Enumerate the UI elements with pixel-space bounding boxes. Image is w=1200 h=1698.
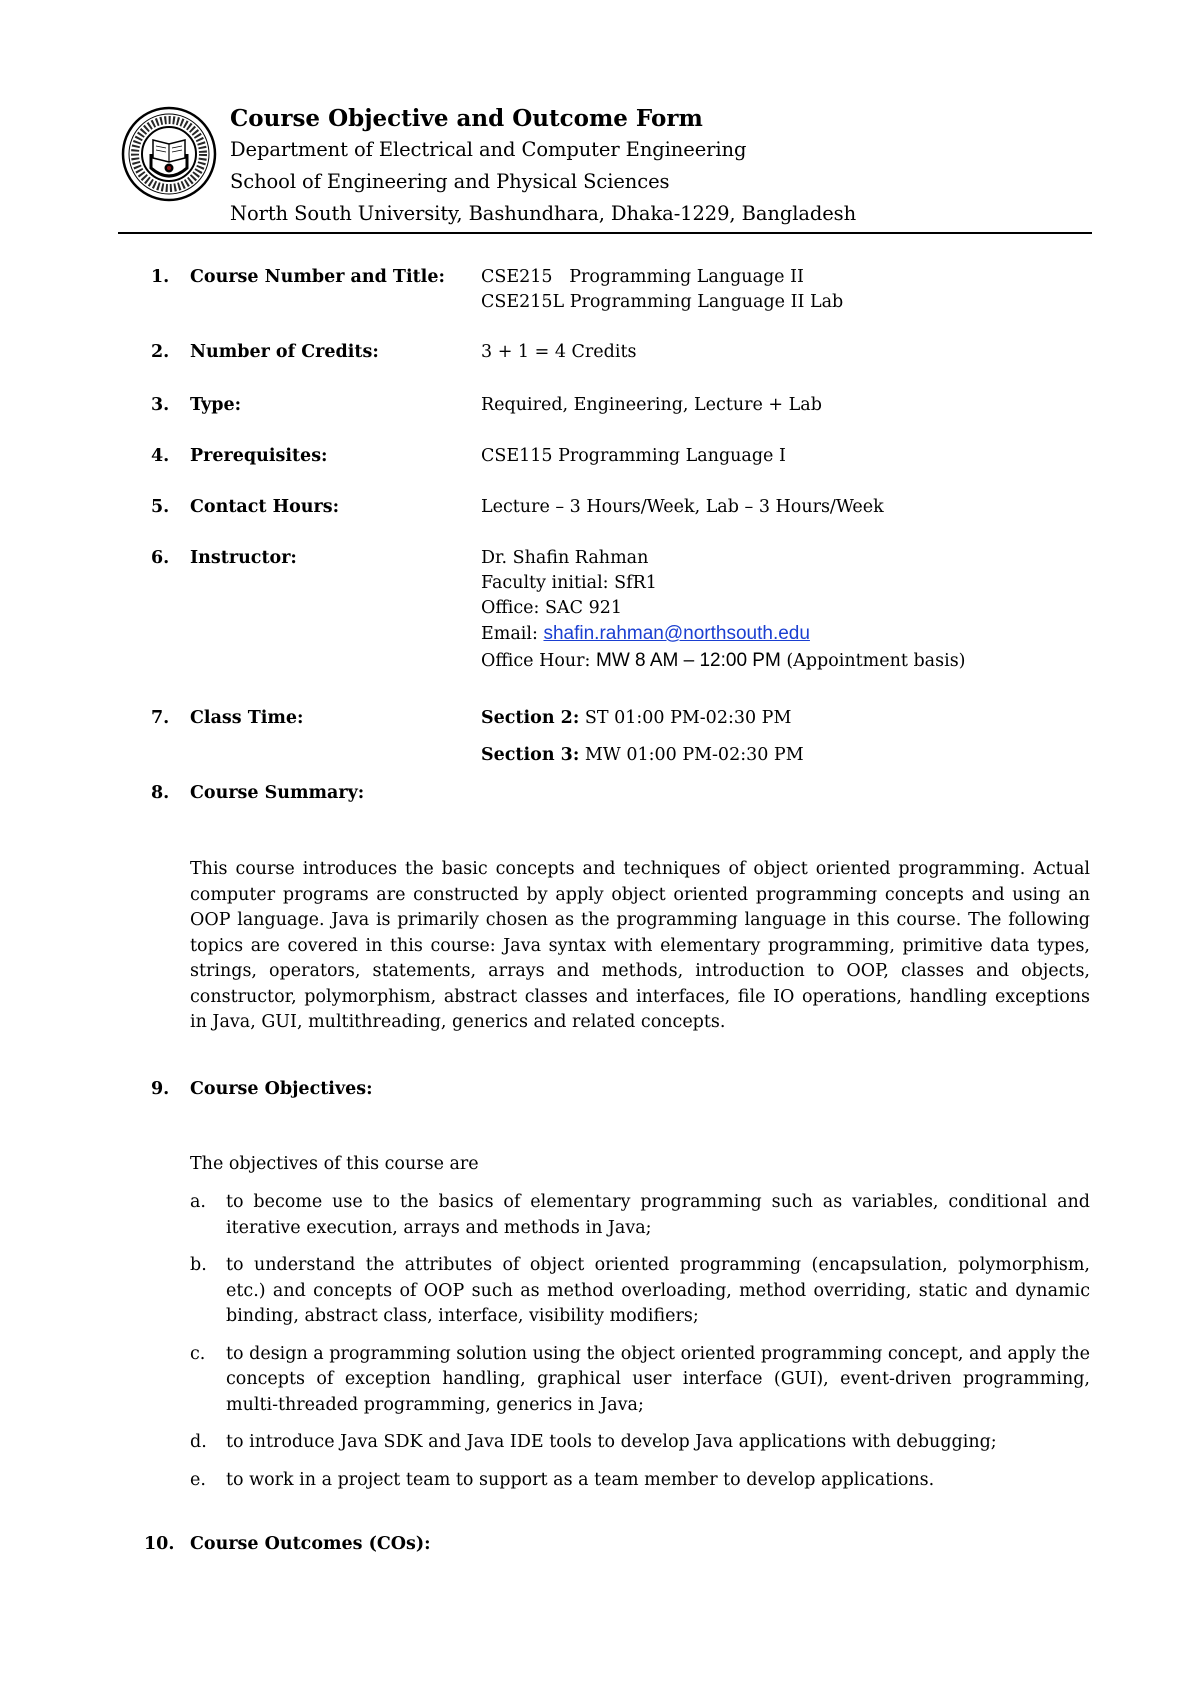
school-line: School of Engineering and Physical Sciences: [230, 170, 670, 193]
type-value: Required, Engineering, Lecture + Lab: [481, 395, 822, 415]
item-label: Course Summary:: [190, 783, 365, 803]
prerequisites-value: CSE115 Programming Language I: [481, 446, 786, 466]
list-item-letter: a.: [190, 1192, 206, 1212]
section-label: Section 2:: [481, 708, 580, 728]
instructor-name: Dr. Shafin Rahman: [481, 548, 649, 568]
course-summary-paragraph: [190, 857, 1090, 1036]
objectives-list: [190, 1190, 1090, 1505]
list-item: [190, 1430, 1090, 1456]
office-hour-line: [481, 648, 1101, 673]
item-number: 2.: [151, 342, 170, 362]
list-item: [190, 1253, 1090, 1330]
email-link[interactable]: shafin.rahman@northsouth.edu: [543, 623, 810, 644]
list-item: [190, 1468, 1090, 1494]
header-text-block: [230, 104, 1090, 230]
email-line: [481, 621, 1101, 646]
item-value: [481, 495, 1101, 520]
item-value: [481, 340, 1101, 365]
university-seal-icon: [121, 106, 217, 202]
item-label: Class Time:: [190, 708, 304, 728]
item-number: 8.: [151, 783, 170, 803]
form-title: Course Objective and Outcome Form: [230, 105, 703, 132]
item-value: [481, 546, 1101, 673]
course-title-theory: CSE215 Programming Language II: [481, 267, 804, 287]
item-number: 10.: [144, 1534, 175, 1554]
item-label: Number of Credits:: [190, 342, 379, 362]
list-item-text: to become use to the basics of elementary programming such as variables, conditional and iterative execution, arrays and methods in Java;: [226, 1192, 1090, 1238]
item-number: 7.: [151, 708, 170, 728]
item-value: [481, 444, 1101, 469]
item-number: 1.: [151, 267, 170, 287]
section-time: MW 01:00 PM-02:30 PM: [579, 745, 804, 765]
list-item-letter: c.: [190, 1343, 206, 1364]
section-2-time: [481, 706, 1101, 743]
course-summary-text: This course introduces the basic concepts and techniques of object oriented programming. Actual computer programs are constructed by apply object oriented programming concepts and using an OOP language. Java is primarily chosen as the programming language in this course. The following topics are covered in this course: Java syntax with elementary programming, primitive data types, strings, operators, statements, arrays and methods, introduction to OOP, classes and objects, constructor, polymorphism, abstract classes and interfaces, file IO operations, handling exceptions in Java, GUI, multithreading, generics and related concepts.: [190, 859, 1090, 1032]
item-label: Contact Hours:: [190, 497, 340, 517]
objectives-intro-text: The objectives of this course are: [190, 1154, 479, 1174]
objectives-intro: [190, 1152, 1090, 1178]
section-3-time: [481, 743, 1101, 768]
office-hour-note: (Appointment basis): [780, 651, 966, 671]
university-address-line: North South University, Bashundhara, Dhaka-1229, Bangladesh: [230, 202, 857, 225]
faculty-initial: Faculty initial: SfR1: [481, 573, 657, 593]
course-title-lab: CSE215L Programming Language II Lab: [481, 292, 844, 312]
list-item-letter: b.: [190, 1255, 207, 1275]
list-item-letter: d.: [190, 1432, 207, 1452]
list-item: [190, 1190, 1090, 1241]
list-item-text: to understand the attributes of object oriented programming (encapsulation, polymorphism, etc.) and concepts of OOP such as method overloading, method overriding, static and dynamic binding, abstract class, interface, visibility modifiers;: [226, 1255, 1090, 1326]
list-item-text: to work in a project team to support as a team member to develop applications.: [226, 1469, 935, 1490]
credits-value: 3 + 1 = 4 Credits: [481, 342, 637, 362]
contact-hours-value: Lecture – 3 Hours/Week, Lab – 3 Hours/Week: [481, 497, 884, 517]
item-label: Instructor:: [190, 548, 297, 568]
list-item-letter: e.: [190, 1469, 206, 1490]
item-number: 4.: [151, 446, 170, 466]
item-value: [481, 393, 1101, 418]
office-location: Office: SAC 921: [481, 598, 622, 618]
item-value: [481, 265, 1101, 315]
form-header: [118, 104, 1098, 232]
item-label: Course Outcomes (COs):: [190, 1534, 431, 1554]
department-line: Department of Electrical and Computer Engineering: [230, 138, 747, 161]
item-label: Course Number and Title:: [190, 267, 445, 287]
list-item-text: to design a programming solution using the object oriented programming concept, and apply the concepts of exception handling, graphical user interface (GUI), event-driven programming, multi-threaded programming, generics in Java;: [226, 1343, 1090, 1415]
list-item-text: to introduce Java SDK and Java IDE tools to develop Java applications with debugging;: [226, 1432, 997, 1452]
header-divider: [118, 232, 1092, 234]
item-number: 6.: [151, 548, 170, 568]
section-time: ST 01:00 PM-02:30 PM: [579, 708, 792, 728]
item-label: Prerequisites:: [190, 446, 328, 466]
item-value: [481, 706, 1101, 768]
email-label: Email:: [481, 624, 544, 644]
item-number: 9.: [151, 1079, 170, 1099]
item-label: Course Objectives:: [190, 1079, 373, 1099]
list-item: [190, 1342, 1090, 1419]
office-hour-time: MW 8 AM – 12:00 PM: [596, 650, 781, 671]
item-number: 5.: [151, 497, 170, 517]
section-label: Section 3:: [481, 745, 580, 765]
office-hour-label: Office Hour:: [481, 651, 596, 671]
item-number: 3.: [151, 395, 170, 415]
item-label: Type:: [190, 395, 242, 415]
